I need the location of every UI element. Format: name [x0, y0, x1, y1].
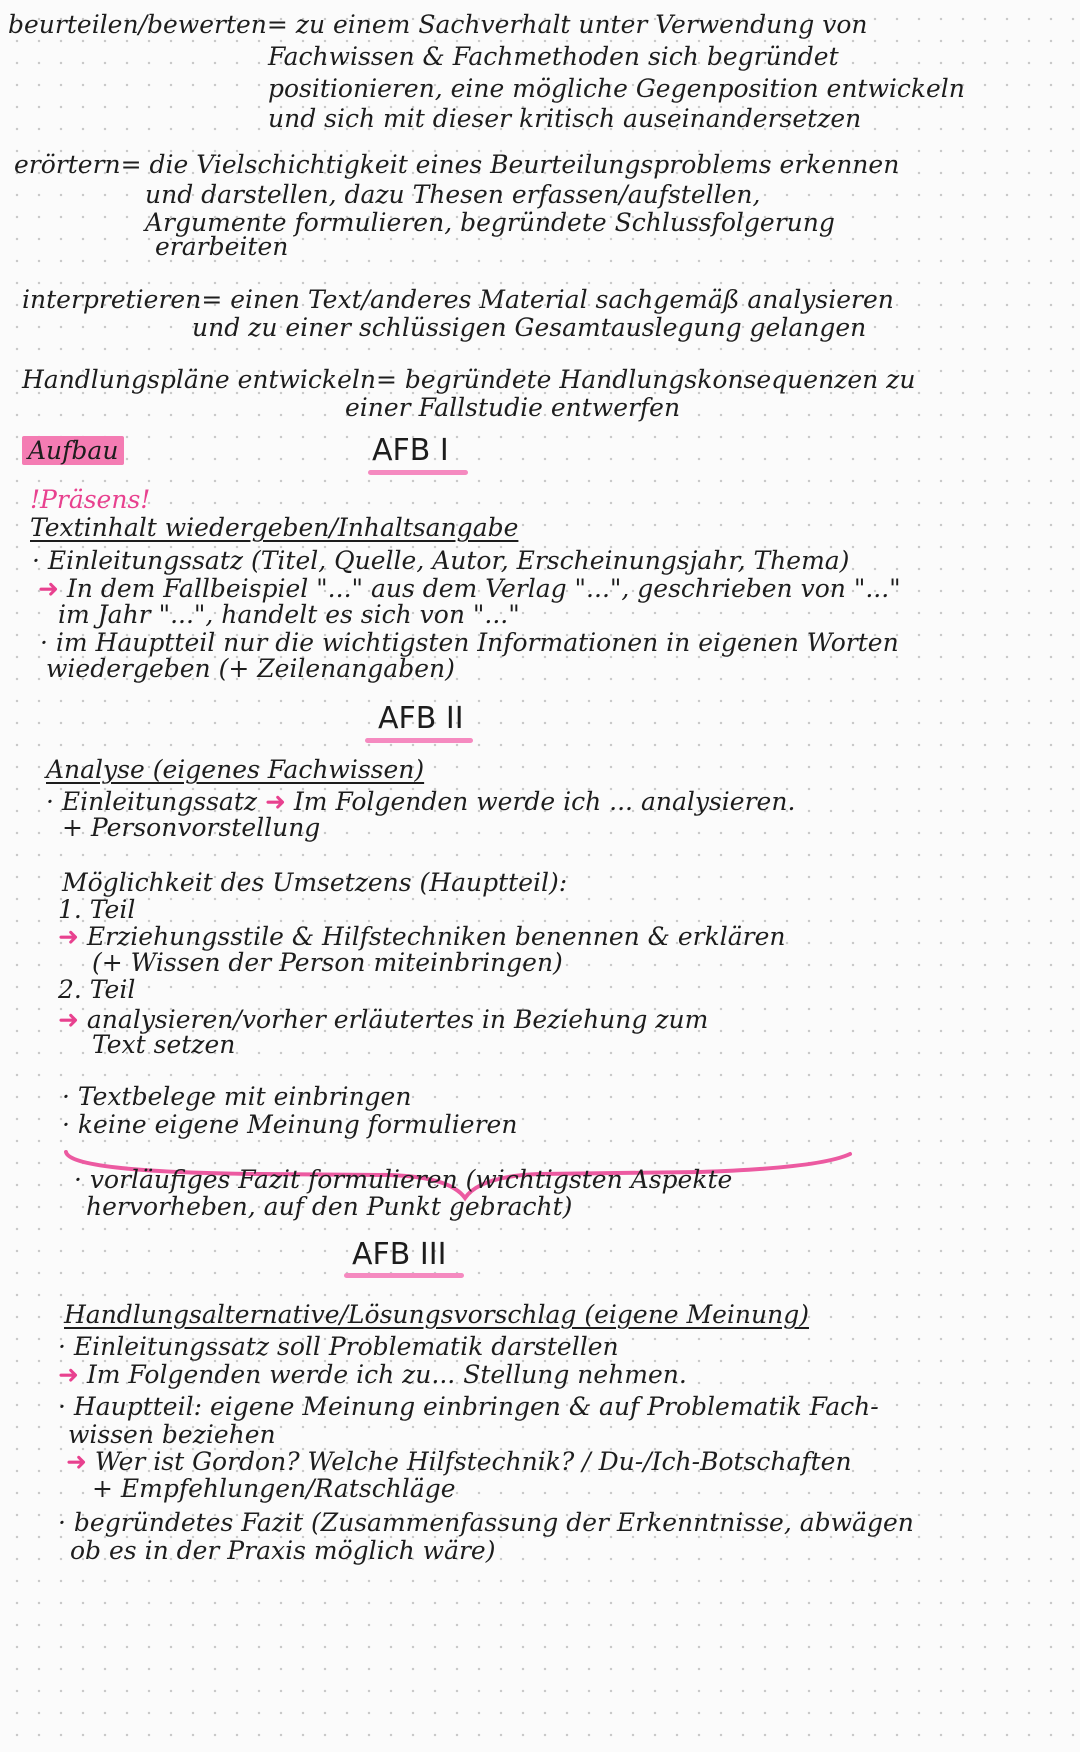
afb2-intro-line2: + Personvorstellung	[62, 813, 321, 842]
def-beurteilen-line1: beurteilen/bewerten= zu einem Sachverhalt unter Verwendung von	[8, 10, 868, 39]
pink-arrow-icon: ➜	[58, 1005, 79, 1034]
pink-arrow-icon: ➜	[265, 787, 286, 816]
pink-arrow-icon: ➜	[38, 574, 59, 603]
afb3-heading: Handlungsalternative/Lösungsvorschlag (eigene Meinung)	[64, 1300, 809, 1329]
afb1-underline	[368, 470, 468, 475]
afb2-point4: hervorheben, auf den Punkt gebracht)	[86, 1192, 573, 1221]
afb2-teil2-line1: ➜ analysieren/vorher erläutertes in Beziehung zum	[58, 1005, 709, 1034]
afb1-line1: · Einleitungssatz (Titel, Quelle, Autor, Erscheinungsjahr, Thema)	[32, 546, 850, 575]
afb3-line5: ➜ Wer ist Gordon? Welche Hilfstechnik? / Du-/Ich-Botschaften	[66, 1447, 852, 1476]
pink-arrow-icon: ➜	[66, 1447, 87, 1476]
afb3-line1: · Einleitungssatz soll Problematik darstellen	[58, 1332, 619, 1361]
afb2-title: AFB II	[378, 701, 464, 736]
afb3-line6: + Empfehlungen/Ratschläge	[92, 1474, 456, 1503]
afb2-point2: · keine eigene Meinung formulieren	[62, 1110, 518, 1139]
afb3-title: AFB III	[352, 1237, 447, 1272]
afb3-line4: wissen beziehen	[68, 1420, 276, 1449]
afb1-line2: ➜ In dem Fallbeispiel "..." aus dem Verlag "...", geschrieben von "..."	[38, 574, 901, 603]
afb2-teil1-line2: (+ Wissen der Person miteinbringen)	[92, 948, 563, 977]
def-interpretieren-line1: interpretieren= einen Text/anderes Material sachgemäß analysieren	[22, 285, 894, 314]
afb2-teil2: 2. Teil	[58, 975, 136, 1004]
afb1-title: AFB I	[372, 433, 449, 468]
def-handlungsplaene-line2: einer Fallstudie entwerfen	[345, 393, 681, 422]
afb3-line2: ➜ Im Folgenden werde ich zu... Stellung nehmen.	[58, 1360, 687, 1389]
afb2-point1: · Textbelege mit einbringen	[62, 1082, 412, 1111]
pink-arrow-icon: ➜	[58, 1360, 79, 1389]
afb3-underline	[344, 1273, 464, 1278]
def-beurteilen-line4: und sich mit dieser kritisch auseinandersetzen	[268, 104, 862, 133]
afb2-teil2-line2: Text setzen	[92, 1030, 236, 1059]
afb3-line8: ob es in der Praxis möglich wäre)	[70, 1536, 496, 1565]
afb2-heading: Analyse (eigenes Fachwissen)	[46, 755, 425, 784]
def-beurteilen-line2: Fachwissen & Fachmethoden sich begründet	[268, 42, 839, 71]
afb1-line3: im Jahr "...", handelt es sich von "..."	[58, 600, 520, 629]
pink-arrow-icon: ➜	[58, 922, 79, 951]
aufbau-heading: Aufbau	[22, 436, 124, 466]
afb2-teil1: 1. Teil	[58, 895, 136, 924]
afb2-intro-line1: · Einleitungssatz ➜ Im Folgenden werde ich ... analysieren.	[46, 787, 796, 816]
def-handlungsplaene-line1: Handlungspläne entwickeln= begründete Handlungskonsequenzen zu	[22, 365, 916, 394]
def-eroertern-line3: Argumente formulieren, begründete Schlussfolgerung	[145, 208, 835, 237]
afb1-line5: wiedergeben (+ Zeilenangaben)	[46, 654, 455, 683]
afb2-teil1-line1: ➜ Erziehungsstile & Hilfstechniken benennen & erklären	[58, 922, 786, 951]
def-beurteilen-line3: positionieren, eine mögliche Gegenposition entwickeln	[268, 74, 965, 103]
afb2-underline	[365, 738, 473, 743]
afb1-line4: · im Hauptteil nur die wichtigsten Informationen in eigenen Worten	[40, 628, 899, 657]
def-interpretieren-line2: und zu einer schlüssigen Gesamtauslegung gelangen	[192, 313, 867, 342]
praesens-note: !Präsens!	[30, 485, 151, 514]
afb3-line3: · Hauptteil: eigene Meinung einbringen & auf Problematik Fach-	[58, 1392, 879, 1421]
afb3-line7: · begründetes Fazit (Zusammenfassung der Erkenntnisse, abwägen	[58, 1508, 914, 1537]
afb1-heading: Textinhalt wiedergeben/Inhaltsangabe	[30, 513, 519, 542]
afb2-moeglichkeit: Möglichkeit des Umsetzens (Hauptteil):	[62, 868, 568, 897]
afb2-point3: · vorläufiges Fazit formulieren (wichtigsten Aspekte	[74, 1165, 733, 1194]
def-eroertern-line4: erarbeiten	[155, 232, 289, 261]
def-eroertern-line1: erörtern= die Vielschichtigkeit eines Beurteilungsproblems erkennen	[14, 150, 900, 179]
def-eroertern-line2: und darstellen, dazu Thesen erfassen/aufstellen,	[145, 180, 761, 209]
